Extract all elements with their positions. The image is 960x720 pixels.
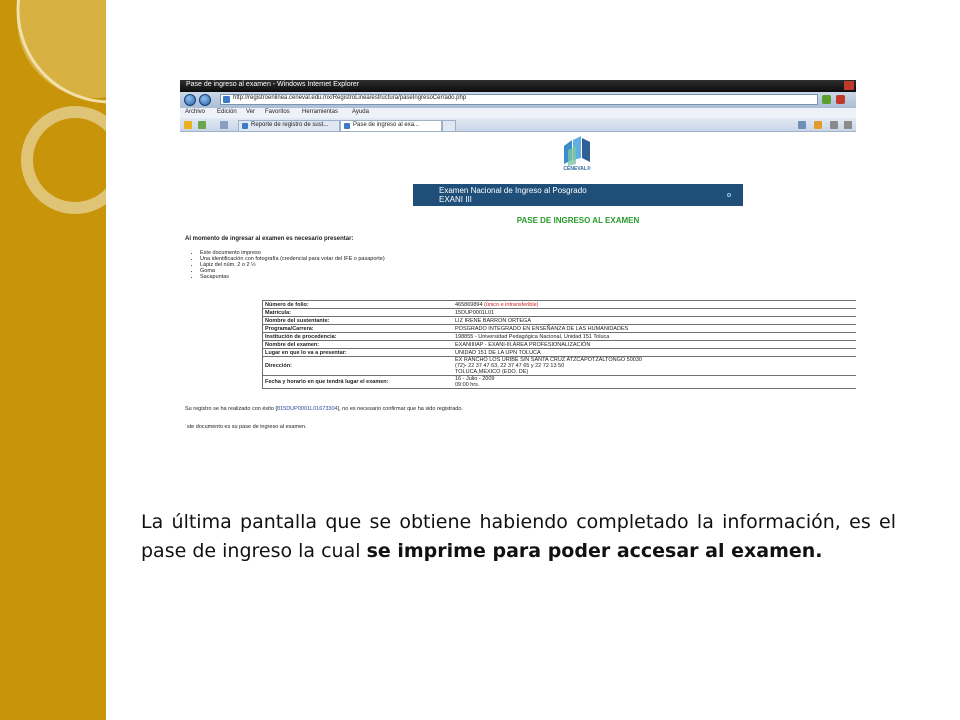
row-value: LIZ IRENE BARRON ORTEGA	[453, 317, 856, 325]
row-label: Número de folio:	[263, 301, 454, 309]
tab-reporte-registro[interactable]	[238, 120, 340, 131]
tab-list-icon[interactable]	[220, 121, 228, 129]
stop-icon[interactable]	[836, 95, 845, 104]
close-window-icon[interactable]	[844, 81, 854, 90]
address-line: (72)- 22 37 47 63, 22 37 47 65 y 22 72 13 50	[455, 363, 565, 369]
row-value	[453, 301, 856, 309]
folio-note: (único e intransferible)	[484, 301, 539, 308]
row-label: Nombre del examen:	[263, 341, 454, 349]
row-value	[453, 376, 856, 389]
menu-ayuda[interactable]: Ayuda	[352, 109, 369, 115]
requirements-intro: Al momento de ingresar al examen es necesario presentar:	[185, 236, 354, 242]
back-arrow-icon[interactable]	[184, 94, 196, 106]
list-item: • Sacapuntas	[200, 274, 385, 280]
caption-text: La última pantalla que se obtiene habiendo completado la información, es el pase de ingreso la cual	[141, 511, 896, 562]
list-item: • Goma	[200, 268, 385, 274]
browser-title: Pase de ingreso al examen - Windows Internet Explorer	[186, 81, 360, 88]
row-label: Fecha y horario en que tendrá lugar el examen:	[263, 376, 454, 389]
row-value: EXANIIIIAP - EXANI-III.ÁREA PROFESIONALIZACIÓN	[453, 341, 856, 349]
tab-label: Pase de ingreso al exa...	[353, 122, 420, 128]
address-line: EX RANCHO LOS URIBE S/N SANTA CRUZ ATZCAPOTZALTONGO 50030	[455, 357, 642, 363]
address-bar[interactable]	[220, 94, 818, 105]
row-value: POSGRADO INTEGRADO EN ENSEÑANZA DE LAS HUMANIDADES	[453, 325, 856, 333]
row-label: Nombre del sustentante:	[263, 317, 454, 325]
tab-label: Reporte de registro de sust...	[251, 122, 329, 128]
table-row	[263, 341, 857, 349]
menu-herramientas[interactable]: Herramientas	[302, 109, 339, 115]
note-text: ], no es necesario confirmar que ha sido registrado.	[337, 406, 463, 412]
slide-caption	[141, 508, 896, 566]
requirements-list	[190, 250, 385, 280]
exam-time: 09:00 hrs.	[455, 382, 480, 388]
browser-screenshot	[180, 80, 856, 440]
menu-archivo[interactable]: Archivo	[185, 109, 206, 115]
decorative-circles	[0, 0, 106, 720]
list-item: • Una identificación con fotografía (credencial para votar del IFE o pasaporte)	[200, 256, 385, 262]
banner-line-2: EXANI III	[439, 195, 472, 204]
address-line: TOLUCA,MEXICO (EDO. DE)	[455, 369, 529, 375]
menu-ver[interactable]: Ver	[246, 109, 256, 115]
favorites-star-icon[interactable]	[184, 121, 192, 129]
row-value: 15DUP0001L01	[453, 309, 856, 317]
refresh-icon[interactable]	[822, 95, 831, 104]
browser-title-bar	[180, 80, 856, 92]
table-row	[263, 376, 857, 389]
page-menu-icon[interactable]	[844, 121, 852, 129]
address-toolbar	[180, 92, 856, 108]
note-text: Su registro se ha realizado con éxito [	[185, 406, 278, 412]
logo-text: CENEVAL®	[563, 166, 591, 172]
row-label: Institución de procedencia:	[263, 333, 454, 341]
tab-pase-ingreso[interactable]	[340, 120, 442, 131]
exam-date: 16 - Julio - 2009	[455, 376, 495, 382]
menu-favoritos[interactable]: Favoritos	[265, 109, 290, 115]
page-icon	[223, 96, 230, 103]
table-row	[263, 301, 857, 309]
ceneval-logo	[560, 136, 594, 166]
tab-page-icon	[242, 123, 248, 129]
row-label: Lugar en que lo va a presentar:	[263, 349, 454, 357]
feeds-icon[interactable]	[814, 121, 822, 129]
table-row	[263, 317, 857, 325]
banner-dot-icon	[727, 193, 731, 197]
registration-info-table	[262, 300, 856, 389]
row-label: Matrícula:	[263, 309, 454, 317]
pass-title: PASE DE INGRESO AL EXAMEN	[516, 216, 640, 225]
registration-success-note	[185, 406, 463, 412]
row-label: Dirección:	[263, 357, 454, 376]
new-tab-button[interactable]	[442, 120, 456, 131]
row-value	[453, 357, 856, 376]
decorative-sidebar	[0, 0, 106, 720]
exam-banner	[413, 184, 743, 206]
tab-bar	[180, 118, 856, 132]
menu-edicion[interactable]: Edición	[217, 109, 237, 115]
home-icon[interactable]	[798, 121, 806, 129]
print-icon[interactable]	[830, 121, 838, 129]
pass-document-note: ˈste documento es su pase de ingreso al examen.	[185, 424, 307, 430]
list-item: • Lápiz del núm. 2 o 2 ½	[200, 262, 385, 268]
row-label: Programa/Carrera:	[263, 325, 454, 333]
caption-bold-text: se imprime para poder accesar al examen.	[366, 540, 823, 562]
banner-line-1: Examen Nacional de Ingreso al Posgrado	[439, 186, 587, 195]
menu-bar	[180, 108, 856, 118]
row-value: 198855 - Universidad Pedagógica Nacional, Unidad 151 Toluca	[453, 333, 856, 341]
web-page-content	[180, 132, 856, 440]
table-row	[263, 309, 857, 317]
add-favorite-icon[interactable]	[198, 121, 206, 129]
list-item: • Este documento impreso	[200, 250, 385, 256]
registration-code: 815DUP0001L01673304	[277, 406, 338, 412]
forward-arrow-icon[interactable]	[199, 94, 211, 106]
url-text: http://registroenlinea.ceneval.edu.mx/RegistroLinea/estructura/paseIngresoCerrado.php	[233, 95, 467, 101]
tab-page-icon	[344, 123, 350, 129]
table-row	[263, 333, 857, 341]
folio-number: 465869894	[455, 301, 483, 308]
table-row	[263, 349, 857, 357]
table-row	[263, 325, 857, 333]
table-row	[263, 357, 857, 376]
row-value: UNIDAD 151 DE LA UPN TOLUCA	[453, 349, 856, 357]
